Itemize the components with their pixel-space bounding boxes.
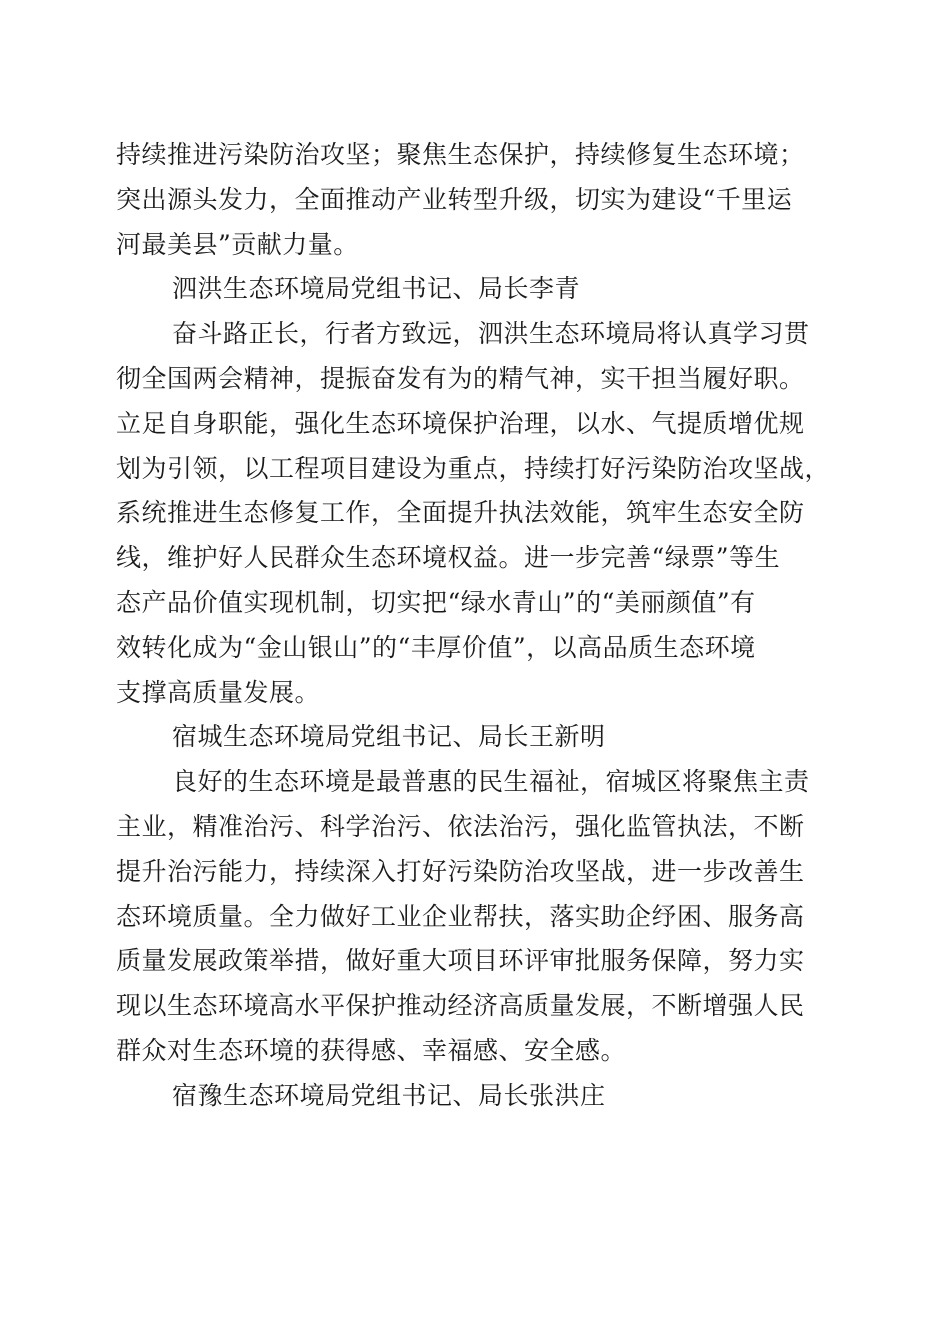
text-line: 彻全国两会精神，提振奋发有为的精气神，实干担当履好职。 — [116, 363, 805, 393]
text-line: 奋斗路正长，行者方致远，泗洪生态环境局将认真学习贯 — [172, 319, 810, 349]
text-line: 持续推进污染防治攻坚；聚焦生态保护，持续修复生态环境； — [116, 140, 805, 169]
text-line: 主业，精准治污、科学治污、依法治污，强化监管执法，不断 — [116, 811, 805, 841]
text-line: 态产品价值实现机制，切实把“绿水青山”的“美丽颜值”有 — [116, 587, 756, 617]
text-line: 群众对生态环境的获得感、幸福感、安全感。 — [116, 1035, 627, 1065]
text-line: 宿城生态环境局党组书记、局长王新明 — [172, 722, 606, 752]
text-line: 质量发展政策举措，做好重大项目环评审批服务保障，努力实 — [116, 946, 805, 976]
text-line: 立足自身职能，强化生态环境保护治理，以水、气提质增优规 — [116, 408, 805, 438]
text-line: 线，维护好人民群众生态环境权益。进一步完善“绿票”等生 — [116, 543, 781, 573]
text-line: 支撑高质量发展。 — [116, 677, 321, 707]
document-body — [116, 133, 836, 1119]
text-line: 效转化成为“金山银山”的“丰厚价值”，以高品质生态环境 — [116, 632, 756, 662]
text-line: 现以生态环境高水平保护推动经济高质量发展，不断增强人民 — [116, 991, 805, 1021]
text-line: 良好的生态环境是最普惠的民生福祉，宿城区将聚焦主责 — [172, 767, 810, 797]
text-line: 系统推进生态修复工作，全面提升执法效能，筑牢生态安全防 — [116, 498, 805, 528]
text-line: 提升治污能力，持续深入打好污染防治攻坚战，进一步改善生 — [116, 856, 805, 886]
text-line: 宿豫生态环境局党组书记、局长张洪庄 — [172, 1080, 606, 1110]
text-line: 泗洪生态环境局党组书记、局长李青 — [172, 274, 581, 304]
text-line: 河最美县”贡献力量。 — [116, 229, 359, 259]
text-line: 划为引领，以工程项目建设为重点，持续打好污染防治攻坚战， — [116, 453, 831, 483]
text-line: 态环境质量。全力做好工业企业帮扶，落实助企纾困、服务高 — [116, 901, 805, 931]
text-line: 突出源头发力，全面推动产业转型升级，切实为建设“千里运 — [116, 184, 793, 214]
